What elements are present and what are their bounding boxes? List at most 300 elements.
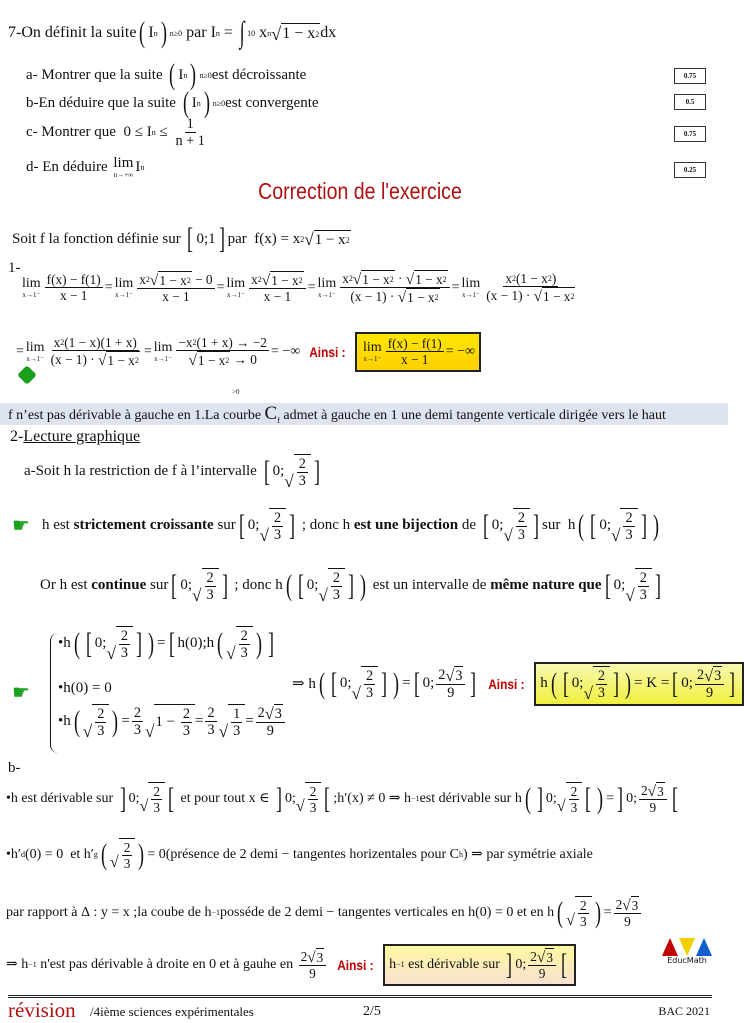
square-root [352,666,379,702]
math-text: 0; [626,790,638,806]
math-text: sur [213,517,236,534]
square-root [259,508,286,544]
fraction [299,948,327,982]
math-text: x − 1 [162,289,190,305]
math-text: 2 [517,510,525,526]
fraction [484,271,577,305]
lim-subscript: x→1⁻ [226,290,245,299]
numerator [503,271,558,287]
math-text: 3 [182,723,191,740]
bracket: [ [562,666,569,700]
math-text: 3 [207,722,215,739]
math-text: ; donc h [298,517,354,534]
math-text: 3 [657,784,664,799]
math-text: 3 [153,800,161,816]
square-root [622,896,639,913]
bracket: [ [590,508,597,542]
ainsi-label: Ainsi : [337,956,374,973]
denominator [205,587,216,603]
square-root [110,838,136,872]
radical-sign: √ [284,471,294,491]
points-badge: 0.75 [674,126,706,142]
bracket: [ [671,781,678,815]
math-text: sur h [542,517,576,534]
radical-sign: √ [304,230,314,250]
numerator [45,272,103,288]
denominator [445,685,456,701]
radical-sign: √ [352,270,362,288]
bracket: ) [148,626,155,660]
radical-sign: √ [611,525,621,545]
math-text: x − 1 [400,352,429,368]
numerator [95,706,106,723]
math-text: 1 − x [314,231,346,248]
math-text: x [251,272,258,287]
square-root [611,508,638,544]
denominator [704,685,715,701]
denominator [622,914,633,929]
lim-word: lim [317,275,337,291]
math-text: est dérivable sur [404,956,504,972]
lim-word: lim [226,275,246,291]
fraction [272,510,283,544]
math-text: ;h′(x) ≠ 0 ⇒ h [333,791,412,807]
math-text: ≤ [155,124,172,141]
math-text: 2 [120,628,129,644]
radical-sign: √ [144,721,155,741]
emphasis: même nature que [490,577,602,594]
bracket: ) [255,626,262,660]
square-root [304,230,350,249]
bracket: ] [470,666,477,700]
square-root [265,704,283,722]
radical-sign: √ [405,270,415,288]
math-text: x [255,24,268,41]
q2b-line3 [6,896,643,930]
math-text: 3 [206,587,214,604]
math-text: 1 − [155,714,179,731]
superscript: 2 [315,29,320,39]
superscript: −1 [396,960,405,970]
numerator [695,666,724,685]
radicand [316,948,325,965]
math-text: 3 [580,914,587,930]
bracket: ( [578,508,585,542]
math-text: f(x) − f(1) [46,272,101,287]
denominator [119,645,130,661]
math-text: posséde de 2 demi − tangentes verticales en h(0) = 0 et en h [219,904,555,920]
math-text: 2 [257,705,265,721]
subscript: d [20,850,25,860]
subscript: n [196,98,201,108]
numerator [386,336,444,352]
lim-word: lim [461,275,481,291]
denominator [307,966,318,981]
math-text: I [148,24,154,41]
radicand [713,666,722,684]
bracket: ) [597,781,604,815]
math-text: 2 [300,949,308,964]
bracket: ) [652,508,659,542]
radicand [274,704,283,722]
radical-sign: √ [533,288,542,306]
math-text: 3 [274,706,282,722]
math-text: 2 [639,570,647,586]
radical-sign: √ [445,665,455,685]
fraction [49,335,142,369]
radicand [305,782,322,816]
math-text: x [505,271,512,286]
system-eq1 [58,626,277,662]
math-text: 9 [538,966,546,982]
math-text: = [606,790,615,806]
math-text: n + 1 [175,133,205,150]
radical-sign: √ [647,782,657,800]
radical-sign: √ [259,525,269,545]
square-root [106,626,133,662]
denominator [49,351,142,368]
math-text: = [219,24,237,41]
limit [462,277,481,299]
square-root [83,704,110,740]
math-text: x [342,271,349,286]
math-text: (1 − x [516,271,548,286]
subscript: n [153,28,158,38]
question-d [26,156,144,179]
math-text: 1 − x [407,290,435,306]
fraction [137,271,214,305]
radical-sign: √ [82,721,93,741]
radicand [575,896,592,930]
denominator [265,723,276,739]
limit [318,277,337,299]
denominator [308,800,319,815]
square-root [219,704,246,740]
radicand [154,704,195,740]
math-text: 1 − x [415,272,443,287]
result-box [383,944,576,986]
subscript: n [140,163,145,172]
bracket: ( [169,58,176,91]
math-text: d- En déduire [26,159,112,175]
footer-revision: révision [8,998,76,1022]
square-root [145,704,195,740]
math-text: •h [58,713,71,730]
math-text: 0; [272,463,285,480]
limit [115,277,134,299]
math-text: 2 [570,784,578,799]
lim-subscript: x→1⁻ [154,354,172,363]
bracket: ( [285,568,292,602]
math-text: 0; [180,577,193,594]
bracket: [ [482,508,489,542]
math-text: 9 [706,685,714,702]
bracket: [ [324,781,331,815]
q1-label: 1- [8,260,21,276]
footer [8,995,712,1022]
limit [26,341,45,363]
fraction [231,706,242,740]
math-text: •h′ [6,846,21,862]
bracket: ) [112,704,119,738]
radical-sign: √ [397,289,407,307]
limit [226,277,245,299]
numerator [623,510,634,527]
system-eq2 [58,680,112,697]
fraction [95,706,106,740]
math-text: 3 [570,800,578,816]
denominator [122,856,133,871]
math-text: (1 + x) → −2 [196,335,267,350]
math-text: I [178,66,184,83]
lim-word: lim [153,339,173,355]
numerator [181,706,192,723]
lim-subscript: x→1⁻ [318,290,336,299]
square-root [406,270,448,287]
math-text: 2 [123,840,131,855]
bracket: ] [221,568,228,602]
math-text: = K = [634,675,670,692]
radicand [236,626,253,662]
lim-subscript: x→1⁻ [22,290,41,299]
radicand [635,568,652,604]
bracket: ) [393,666,400,700]
math-text: x − 1 [263,289,292,305]
math-text: 3 [517,527,525,544]
radical-sign: √ [271,23,282,44]
numerator [639,782,667,800]
math-text: 2 [273,510,282,526]
math-text: 1 − x [271,273,299,288]
math-text: 9 [624,914,631,930]
subscript: h [459,850,463,860]
radicand [566,782,583,816]
math-text: 2 [133,705,141,721]
math-text: 2 [530,949,537,964]
lim-word: lim [114,275,134,291]
superscript: 2 [300,234,305,244]
superscript: 2 [192,338,197,348]
radicand [202,568,219,604]
math-text: 3 [298,473,306,490]
math-text: x [53,335,61,350]
system-eq3 [58,704,287,740]
math-text: 3 [597,685,606,702]
emphasis: strictement croissante [73,517,214,534]
radical-sign: √ [625,585,635,605]
fraction [639,782,667,816]
square-root [353,270,395,287]
denominator [484,287,577,304]
q2b-line4 [6,944,576,986]
math-text: a- Montrer que la suite [26,66,167,83]
math-text: 0; [681,675,693,692]
radicand [106,351,139,368]
denominator [272,527,283,543]
radicand [542,287,575,304]
math-text: = [121,713,130,730]
math-text: = −∞ [445,343,475,359]
math-text: = [216,279,225,295]
math-text: b-En déduire que la suite [26,94,180,111]
bracket: [ [297,568,304,602]
math-text: 3 [133,722,141,739]
curve-symbol: C [264,403,278,424]
superscript: 1 [247,28,252,38]
radicand [228,704,245,740]
radical-sign: √ [622,896,631,914]
bracket: [ [168,626,175,660]
denominator [648,800,659,815]
q1-limit-line1 [20,270,579,306]
square-root [284,454,311,490]
points-badge: 0.25 [674,162,706,178]
denominator [596,685,607,701]
math-text: → 0 [230,352,257,368]
bracket: ( [182,86,189,119]
math-text: 0;1 [196,230,216,247]
math-text: n'est pas dérivable à droite en 0 et à gauhe en [36,956,297,972]
radical-sign: √ [226,643,236,663]
math-text: = 0(présence de 2 demi − tangentes horizentales pour C [147,846,459,862]
bracket: ] [136,626,143,660]
math-text: = [143,343,152,359]
radicand [593,666,610,702]
fraction [239,628,250,662]
subscript: n≥0 [169,28,183,38]
bracket: ( [217,626,224,660]
math-text: 0; [284,790,296,806]
subscript: 0 [251,28,256,38]
math-text: ) [551,271,557,286]
bracket: ] [617,781,624,815]
math-text: = [245,713,254,730]
bracket: [ [171,568,178,602]
numerator [205,570,216,587]
numerator [299,948,327,966]
radical-sign: √ [139,798,149,816]
math-text: Or h est [40,577,92,594]
math-text: 0; [545,790,557,806]
math-text: f(x) − f(1) [387,336,442,351]
math-text: 3 [123,856,131,872]
bracket: ] [640,508,647,542]
superscript: 2 [512,274,516,284]
numerator [614,896,642,914]
correction-title: Correction de l'exercice [258,178,462,204]
radical-sign: √ [188,352,197,370]
math-text: 3 [273,527,282,544]
bracket: ] [119,781,126,815]
denominator [239,645,250,661]
math-text: 3 [714,668,722,684]
fraction [614,896,642,930]
bracket: ] [381,666,388,700]
math-text: 2 [309,784,317,799]
math-text: 9 [266,723,274,740]
fraction [173,116,206,150]
math-text: = [157,635,166,652]
fraction [249,271,306,305]
radical-sign: √ [318,585,328,605]
fraction [132,705,143,739]
lim-word: lim [25,339,45,355]
numerator [272,510,283,527]
page-number: 2/5 [363,1004,381,1019]
emphasis: continue [91,577,147,594]
radicand [361,270,394,287]
bracket: ( [524,781,531,815]
radical-sign: √ [261,271,271,289]
subscript: n [215,28,220,38]
math-text: 3 [631,898,639,913]
bracket: ( [550,666,557,700]
math-text: dx [320,24,337,41]
math-text: 2 [438,667,446,683]
math-text: h [540,675,548,692]
question-b [26,88,319,118]
denominator [132,722,143,738]
bracket: ( [73,704,80,738]
fraction [205,705,216,739]
square-root [503,508,530,544]
bracket: ) [359,568,366,602]
math-text: 3 [97,723,105,740]
math-text: 2 [641,783,648,798]
numerator [132,705,143,722]
math-text: est décroissante [211,66,307,83]
numerator [52,335,139,351]
superscript: 2 [257,275,262,285]
numerator [231,706,242,723]
bracket: ( [557,895,564,929]
fraction [340,270,449,306]
bracket: [ [187,222,194,255]
square-root [445,666,463,684]
lim-subscript: x→1⁻ [26,354,45,363]
radicand [158,271,191,288]
educmath-logo [662,938,712,965]
math-text: 2 [332,570,340,586]
math-text: 9 [447,685,455,702]
superscript: 2 [570,292,575,302]
bracket: [ [168,781,175,815]
math-text: 3 [546,950,553,965]
numerator [638,570,649,587]
fraction [623,510,634,544]
math-text: 1 − x [362,272,390,287]
math-text: 0; [422,675,435,692]
math-text: 1 − x [197,353,226,369]
bracket: ) [190,58,197,91]
denominator [160,289,191,304]
math-text: 2 [298,456,306,472]
numerator [151,784,162,800]
q2-number: 2- [10,428,24,445]
result-box [534,662,744,706]
math-text: 3 [625,527,633,544]
denominator [537,966,548,981]
math-text: 1 − x [107,353,135,369]
limit [113,156,133,179]
math-text: c- Montrer que 0 ≤ I [26,124,152,141]
math-text: −x [178,335,193,350]
math-text: 2 [207,705,215,721]
math-text: 1 − x [282,25,316,42]
limit [154,341,173,363]
lim-word: lim [113,155,134,171]
bracket: [ [585,781,592,815]
